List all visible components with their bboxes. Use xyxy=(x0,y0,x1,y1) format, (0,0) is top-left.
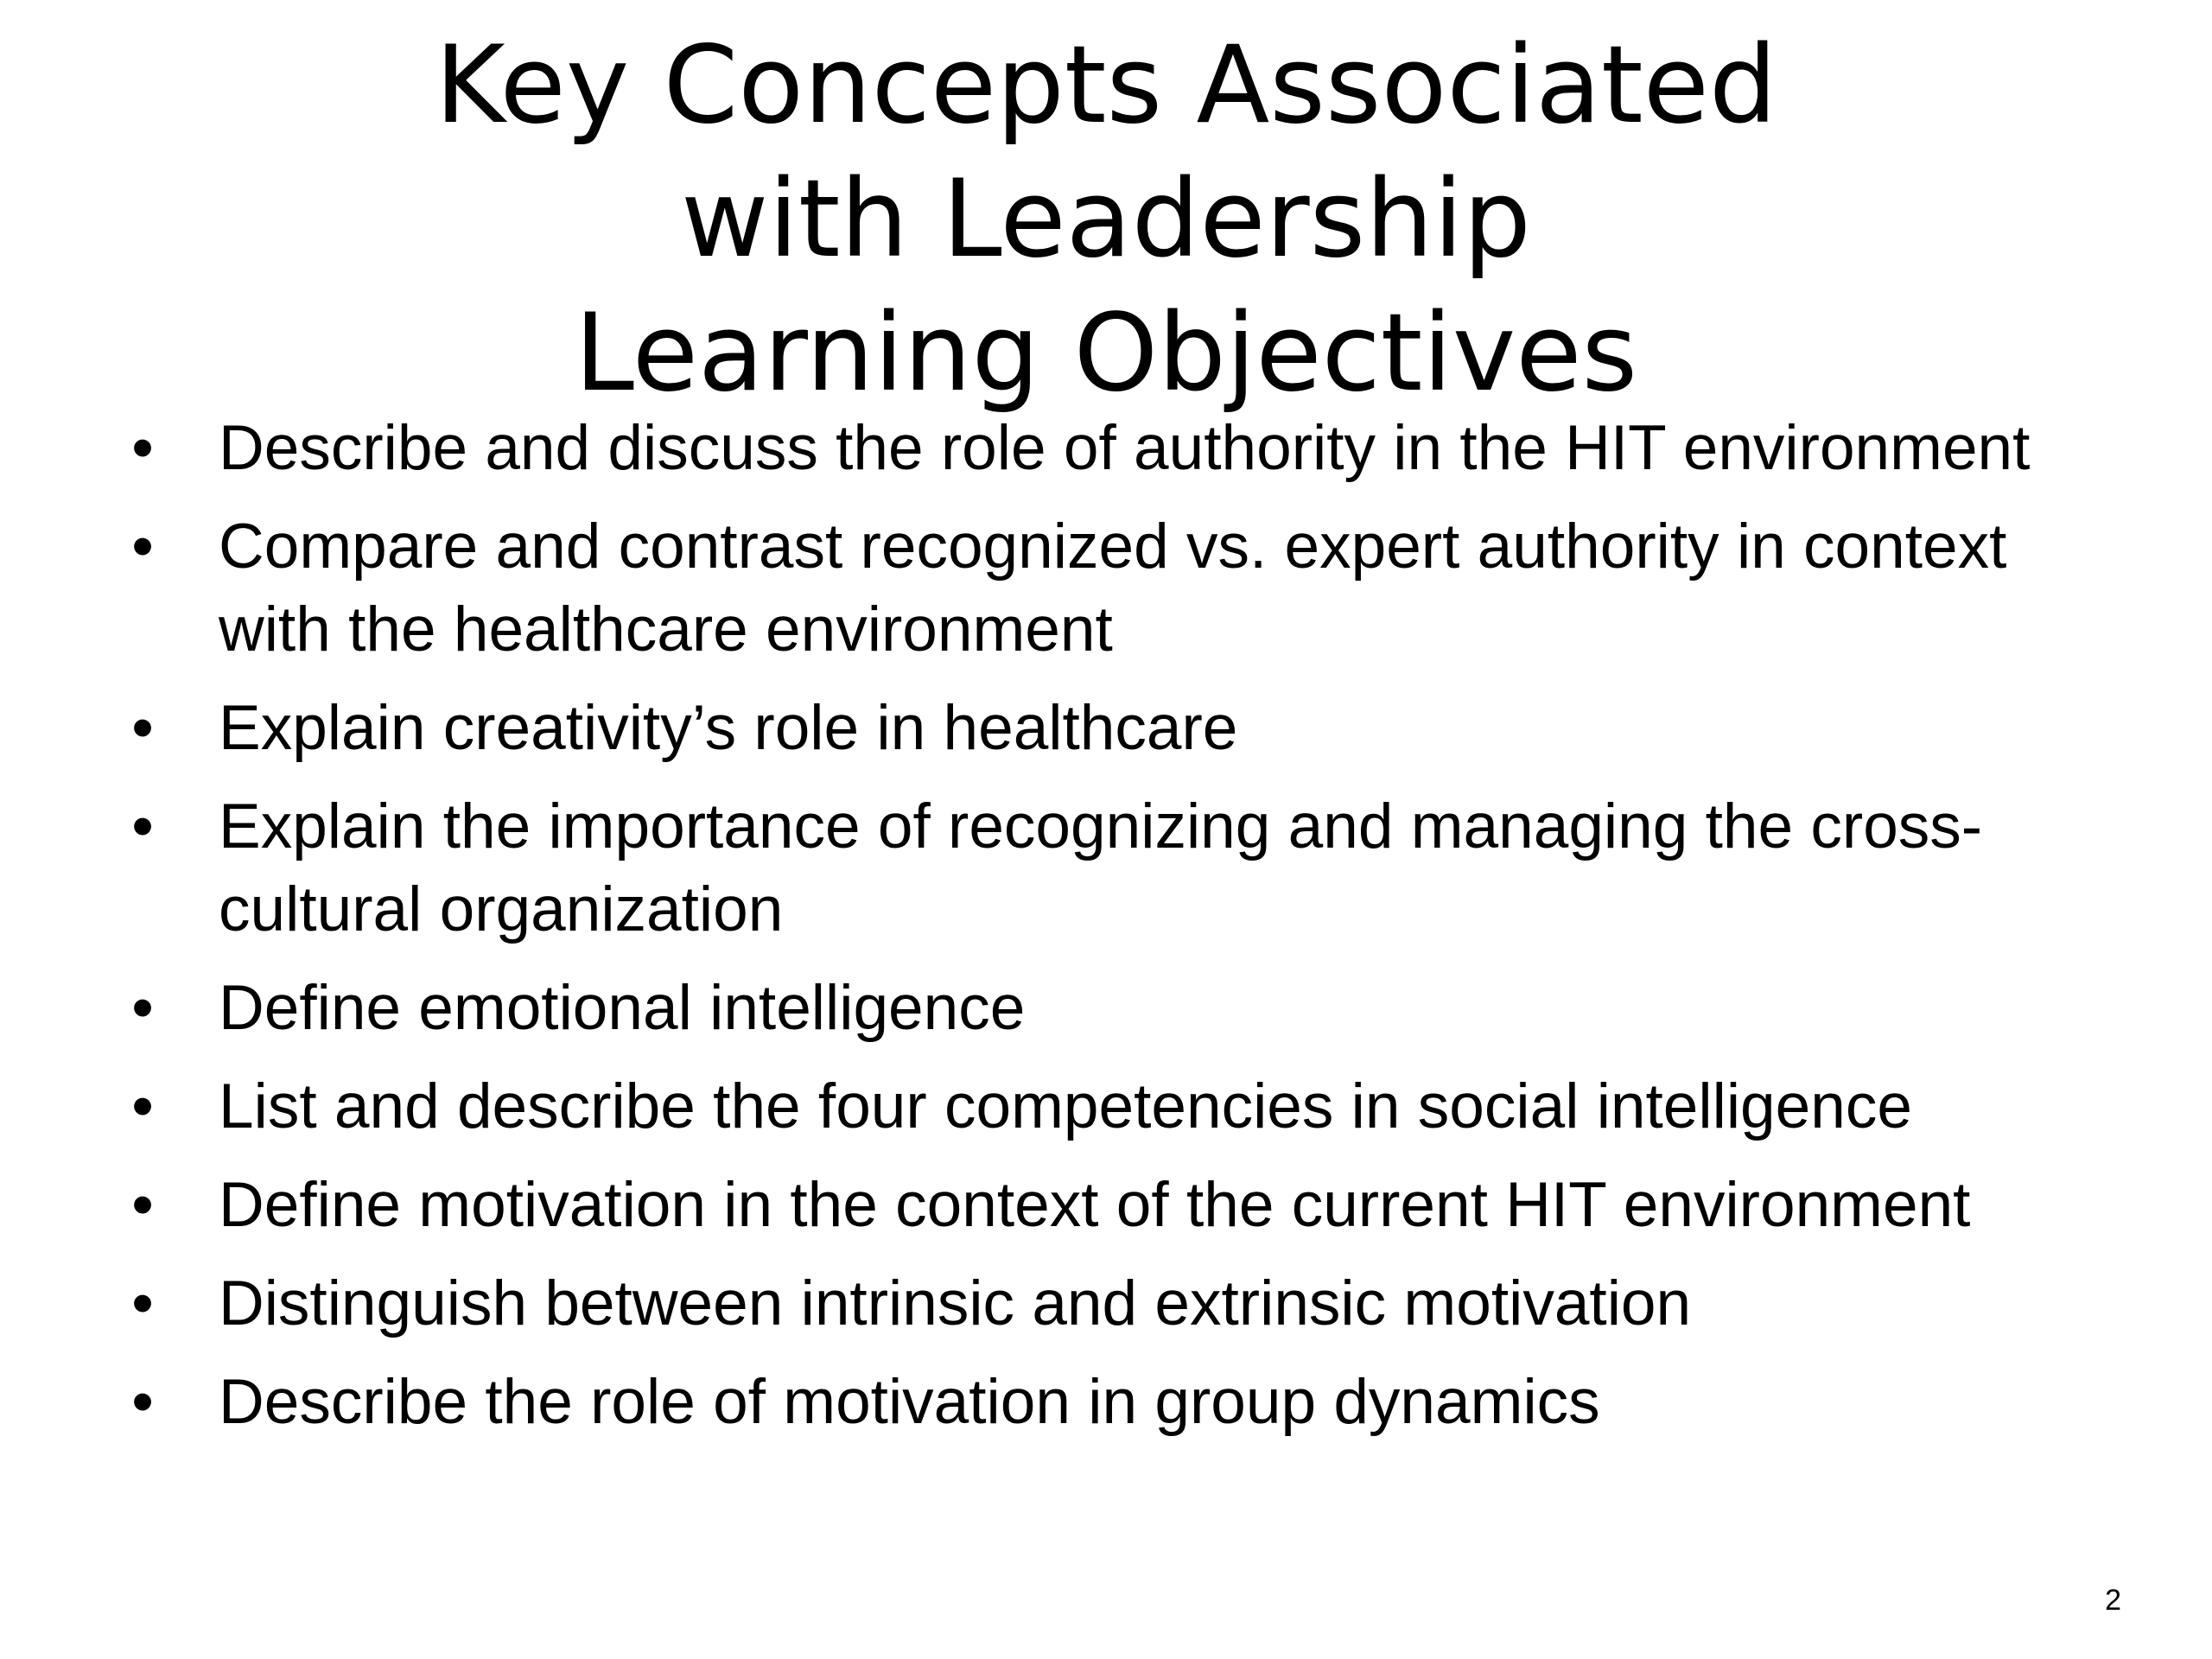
objective-text: Compare and contrast recognized vs. expert authority in context with the healthcare environment xyxy=(219,512,2007,664)
bullet-icon: • xyxy=(131,1268,154,1338)
objective-text: Define emotional intelligence xyxy=(219,973,1026,1043)
title-line: Learning Objectives xyxy=(574,291,1638,416)
objective-item xyxy=(125,1164,2113,1247)
title-line: with Leadership xyxy=(680,157,1531,282)
bullet-icon: • xyxy=(131,1071,154,1141)
objectives-list xyxy=(125,407,2113,1459)
objective-text: Define motivation in the context of the current HIT environment xyxy=(219,1170,1971,1240)
objective-text: List and describe the four competencies in social intelligence xyxy=(219,1071,1912,1141)
objective-item xyxy=(125,967,2113,1050)
objective-item xyxy=(125,407,2113,490)
bullet-icon: • xyxy=(131,791,154,861)
objective-text: Describe and discuss the role of authority in the HIT environment xyxy=(219,413,2031,483)
objective-item xyxy=(125,785,2113,951)
objective-item xyxy=(125,1361,2113,1444)
bullet-icon: • xyxy=(131,973,154,1043)
objective-text: Distinguish between intrinsic and extrinsic motivation xyxy=(219,1268,1692,1338)
objective-item xyxy=(125,1065,2113,1148)
objective-item xyxy=(125,687,2113,770)
objective-text: Explain creativity’s role in healthcare xyxy=(219,693,1238,763)
page-number: 2 xyxy=(2105,1584,2121,1617)
objective-item xyxy=(125,1262,2113,1345)
bullet-icon: • xyxy=(131,512,154,582)
bullet-icon: • xyxy=(131,413,154,483)
bullet-icon: • xyxy=(131,1367,154,1437)
bullet-icon: • xyxy=(131,693,154,763)
title-line: Key Concepts Associated xyxy=(435,23,1777,148)
bullet-icon: • xyxy=(131,1170,154,1240)
slide-title xyxy=(0,19,2212,421)
objective-text: Describe the role of motivation in group dynamics xyxy=(219,1367,1600,1437)
objective-item xyxy=(125,505,2113,671)
objective-text: Explain the importance of recognizing and managing the cross-cultural organization xyxy=(219,791,1983,944)
